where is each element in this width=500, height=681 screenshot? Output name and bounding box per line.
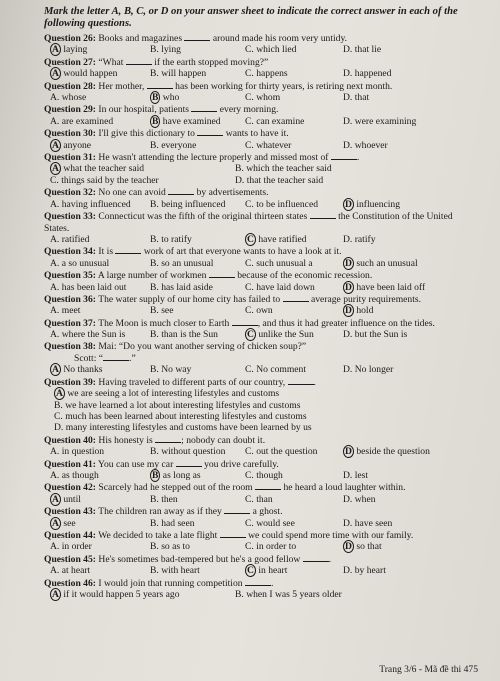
answer-option[interactable]: B as long as bbox=[152, 470, 201, 482]
question-stem: Question 27: “What if the earth stopped moving?” bbox=[44, 56, 269, 68]
question-stem: Question 35: A large number of workmen because of the economic recession. bbox=[44, 270, 373, 282]
answer-blank bbox=[288, 376, 314, 385]
answer-blank bbox=[224, 505, 250, 514]
question-number: Question 31: bbox=[44, 152, 96, 164]
answer-blank bbox=[168, 186, 194, 195]
question-36 bbox=[44, 293, 480, 317]
question-27 bbox=[44, 56, 480, 80]
answer-option[interactable]: B. see bbox=[150, 305, 174, 317]
options-row bbox=[44, 282, 480, 293]
answer-option[interactable]: C. though bbox=[245, 470, 283, 482]
circled-answer-mark: D bbox=[345, 257, 352, 269]
answer-option[interactable]: D. that lie bbox=[343, 44, 382, 56]
answer-option[interactable]: B have examined bbox=[152, 115, 221, 127]
answer-option[interactable]: D. but the Sun is bbox=[343, 329, 408, 341]
question-stem: Question 42: Scarcely had he stepped out of the room he heard a loud laughter within. bbox=[44, 482, 406, 494]
answer-option[interactable]: B. No way bbox=[150, 364, 192, 376]
page-footer: Trang 3/6 - Mã đề thi 475 bbox=[379, 664, 478, 675]
question-28 bbox=[44, 80, 480, 104]
question-stem: Question 40: His honesty is ; nobody can doubt it. bbox=[44, 434, 266, 446]
answer-option[interactable]: D hold bbox=[345, 305, 374, 317]
question-stem: Question 46: I would join that running competition . bbox=[44, 577, 274, 589]
options-row bbox=[44, 305, 480, 316]
circled-answer-mark: A bbox=[56, 388, 63, 400]
question-40 bbox=[44, 434, 480, 458]
answer-option[interactable]: D such an unusual bbox=[345, 257, 418, 269]
question-number: Question 29: bbox=[44, 104, 96, 116]
answer-option[interactable]: A. at heart bbox=[50, 565, 91, 577]
answer-option[interactable]: B. which the teacher said bbox=[235, 163, 332, 175]
answer-option[interactable]: D influencing bbox=[345, 198, 401, 210]
answer-option[interactable]: A. in question bbox=[50, 446, 105, 458]
answer-option[interactable]: A would happen bbox=[52, 68, 118, 80]
question-stem: Question 39: Having traveled to different parts of our country, . bbox=[44, 376, 316, 388]
answer-option[interactable]: D. that bbox=[343, 92, 370, 104]
question-stem: Question 34: It is work of art that everyone wants to have a look at it. bbox=[44, 246, 342, 258]
answer-option[interactable]: D. ratify bbox=[343, 233, 376, 245]
question-number: Question 43: bbox=[44, 506, 96, 518]
question-list bbox=[44, 32, 480, 601]
options-row bbox=[44, 518, 480, 529]
answer-option[interactable]: D. whoever bbox=[343, 139, 388, 151]
options-row bbox=[44, 411, 480, 422]
answer-option[interactable]: C. than bbox=[245, 493, 273, 505]
answer-option[interactable]: A anyone bbox=[52, 139, 92, 151]
answer-blank bbox=[220, 529, 246, 538]
options-row bbox=[44, 329, 480, 340]
circled-answer-mark: A bbox=[52, 139, 59, 151]
answer-blank bbox=[255, 481, 281, 490]
answer-option[interactable]: A. has been laid out bbox=[50, 281, 127, 293]
answer-option[interactable]: B. without question bbox=[150, 446, 226, 458]
answer-option[interactable]: B. when I was 5 years older bbox=[235, 589, 342, 601]
options-row bbox=[44, 234, 480, 245]
options-row bbox=[44, 175, 480, 186]
question-number: Question 40: bbox=[44, 434, 96, 446]
question-32 bbox=[44, 186, 480, 210]
answer-option[interactable]: A laying bbox=[52, 44, 88, 56]
options-row bbox=[44, 163, 480, 174]
answer-option[interactable]: A. where the Sun is bbox=[50, 329, 126, 341]
answer-blank bbox=[331, 151, 357, 160]
answer-option[interactable]: D. have seen bbox=[343, 517, 393, 529]
answer-option[interactable]: B. than is the Sun bbox=[150, 329, 218, 341]
circled-answer-mark: D bbox=[345, 446, 352, 458]
question-stem: Question 33: Connecticut was the fifth of the original thirteen states the Constitution of the United States. bbox=[44, 211, 453, 234]
question-stem: Question 28: Her mother, has been working for thirty years, is retiring next month. bbox=[44, 80, 393, 92]
question-number: Question 37: bbox=[44, 317, 96, 329]
instructions: Mark the letter A, B, C, or D on your answer sheet to indicate the correct answer in each of the following questions. bbox=[44, 6, 458, 29]
answer-option[interactable]: C. whatever bbox=[245, 139, 292, 151]
answer-option[interactable]: B. being influenced bbox=[150, 198, 226, 210]
answer-blank bbox=[126, 56, 152, 65]
answer-option[interactable]: C. things said by the teacher bbox=[50, 174, 159, 186]
answer-option[interactable]: D. No longer bbox=[343, 364, 394, 376]
answer-option[interactable]: C. in order to bbox=[245, 541, 297, 553]
circled-answer-mark: C bbox=[247, 329, 254, 341]
answer-option[interactable]: B who bbox=[152, 92, 180, 104]
answer-option[interactable]: B. with heart bbox=[150, 565, 200, 577]
answer-option[interactable]: A. are examined bbox=[50, 115, 114, 127]
question-stem: Question 45: He's sometimes bad-tempered but he's a good fellow . bbox=[44, 553, 332, 565]
answer-option[interactable]: B. we have learned a lot about interesting lifestyles and customs bbox=[54, 399, 301, 411]
question-stem: Question 26: Books and magazines around made his room very untidy. bbox=[44, 33, 348, 44]
answer-option[interactable]: B. then bbox=[150, 493, 178, 505]
options-row bbox=[44, 388, 480, 399]
answer-option[interactable]: B. everyone bbox=[150, 139, 197, 151]
question-stem: Question 31: He wasn't attending the lecture properly and missed most of . bbox=[44, 152, 360, 164]
options-row bbox=[44, 258, 480, 269]
answer-option[interactable]: D. by heart bbox=[343, 565, 386, 577]
options-row bbox=[44, 199, 480, 210]
question-stem: Question 32: No one can avoid by advertisements. bbox=[44, 187, 269, 199]
answer-option[interactable]: A. in order bbox=[50, 541, 92, 553]
answer-blank bbox=[209, 269, 235, 278]
answer-blank bbox=[232, 317, 258, 326]
answer-option[interactable]: C. whom bbox=[245, 92, 281, 104]
options-row bbox=[44, 446, 480, 457]
answer-option[interactable]: C. happens bbox=[245, 68, 288, 80]
answer-option[interactable]: A if it would happen 5 years ago bbox=[52, 589, 180, 601]
answer-option[interactable]: A. meet bbox=[50, 305, 81, 317]
answer-blank bbox=[191, 103, 217, 112]
answer-blank bbox=[155, 434, 181, 443]
question-number: Question 38: bbox=[44, 340, 96, 352]
question-38 bbox=[44, 341, 480, 376]
answer-option[interactable]: B. has laid aside bbox=[150, 281, 213, 293]
answer-option[interactable]: A. ratified bbox=[50, 233, 90, 245]
question-41 bbox=[44, 458, 480, 482]
question-35 bbox=[44, 269, 480, 293]
answer-option[interactable]: C. much has been learned about interesting lifestyles and customs bbox=[54, 411, 307, 422]
answer-option[interactable]: B. so as to bbox=[150, 541, 190, 553]
answer-blank bbox=[283, 293, 309, 302]
answer-blank bbox=[103, 352, 129, 361]
answer-option[interactable]: A we are seeing a lot of interesting lifestyles and customs bbox=[56, 388, 280, 400]
question-45 bbox=[44, 553, 480, 577]
circled-answer-mark: A bbox=[52, 68, 59, 80]
question-37 bbox=[44, 317, 480, 341]
circled-answer-mark: A bbox=[52, 44, 59, 56]
answer-option[interactable]: D. many interesting lifestyles and customs have been learned by us bbox=[54, 422, 312, 434]
answer-option[interactable]: A until bbox=[52, 493, 81, 505]
question-number: Question 46: bbox=[44, 577, 96, 589]
circled-answer-mark: A bbox=[52, 163, 59, 175]
options-row bbox=[44, 364, 480, 375]
answer-blank bbox=[245, 577, 271, 586]
question-number: Question 33: bbox=[44, 211, 96, 223]
options-row bbox=[44, 140, 480, 151]
answer-blank bbox=[147, 80, 173, 89]
question-number: Question 45: bbox=[44, 553, 96, 565]
question-29 bbox=[44, 103, 480, 127]
options-row bbox=[44, 422, 480, 433]
answer-option[interactable]: D have been laid off bbox=[345, 281, 426, 293]
options-row bbox=[44, 470, 480, 481]
circled-answer-mark: C bbox=[247, 233, 254, 245]
answer-option[interactable]: C. to be influenced bbox=[245, 198, 318, 210]
circled-answer-mark: B bbox=[152, 92, 159, 104]
question-46 bbox=[44, 577, 480, 601]
question-number: Question 26: bbox=[44, 33, 96, 44]
answer-option[interactable]: C have ratified bbox=[247, 233, 307, 245]
question-number: Question 36: bbox=[44, 293, 96, 305]
circled-answer-mark: B bbox=[152, 115, 159, 127]
options-row bbox=[44, 400, 480, 411]
question-number: Question 35: bbox=[44, 270, 96, 282]
answer-option[interactable]: C. would see bbox=[245, 517, 295, 529]
answer-option[interactable]: B. had seen bbox=[150, 517, 195, 529]
question-31 bbox=[44, 151, 480, 186]
circled-answer-mark: D bbox=[345, 198, 352, 210]
answer-option[interactable]: C. can examine bbox=[245, 115, 305, 127]
question-stem: Question 36: The water supply of our home city has failed to average purity requirements. bbox=[44, 293, 422, 305]
question-44 bbox=[44, 529, 480, 553]
question-number: Question 27: bbox=[44, 56, 96, 68]
answer-option[interactable]: D. lest bbox=[343, 470, 369, 482]
answer-blank bbox=[197, 127, 223, 136]
answer-option[interactable]: C in heart bbox=[247, 565, 288, 577]
question-stem: Question 30: I'll give this dictionary to wants to have it. bbox=[44, 128, 289, 140]
circled-answer-mark: D bbox=[345, 541, 352, 553]
answer-option[interactable]: D so that bbox=[345, 541, 382, 553]
answer-option[interactable]: D. happened bbox=[343, 68, 392, 80]
question-number: Question 41: bbox=[44, 458, 96, 470]
question-number: Question 34: bbox=[44, 246, 96, 258]
options-row bbox=[44, 565, 480, 576]
answer-option[interactable]: A. having influenced bbox=[50, 198, 131, 210]
options-row bbox=[44, 494, 480, 505]
options-row bbox=[44, 116, 480, 127]
answer-option[interactable]: B. so an unusual bbox=[150, 257, 214, 269]
question-number: Question 42: bbox=[44, 482, 96, 494]
options-row bbox=[44, 92, 480, 103]
question-26 bbox=[44, 32, 480, 56]
answer-option[interactable]: D. that the teacher said bbox=[235, 174, 324, 186]
answer-blank bbox=[310, 210, 336, 219]
answer-option[interactable]: A. whose bbox=[50, 92, 87, 104]
circled-answer-mark: C bbox=[247, 565, 254, 577]
question-stem: Question 44: We decided to take a late flight we could spend more time with our family. bbox=[44, 530, 414, 542]
question-number: Question 28: bbox=[44, 80, 96, 92]
question-stem: Question 37: The Moon is much closer to Earth , and thus it had greater influence on the tides. bbox=[44, 317, 435, 329]
options-row bbox=[44, 589, 480, 600]
question-stem: Question 43: The children ran away as if they a ghost. bbox=[44, 506, 283, 518]
circled-answer-mark: A bbox=[52, 364, 59, 376]
circled-answer-mark: A bbox=[52, 517, 59, 529]
circled-answer-mark: A bbox=[52, 589, 59, 601]
answer-option[interactable]: A what the teacher said bbox=[52, 163, 145, 175]
question-number: Question 32: bbox=[44, 187, 96, 199]
answer-option[interactable]: B. to ratify bbox=[150, 233, 192, 245]
options-row bbox=[44, 44, 480, 55]
answer-blank bbox=[184, 32, 210, 41]
circled-answer-mark: D bbox=[345, 281, 352, 293]
answer-option[interactable]: D. were examining bbox=[343, 115, 417, 127]
answer-option[interactable]: C. No comment bbox=[245, 364, 307, 376]
answer-option[interactable]: B. will happen bbox=[150, 68, 207, 80]
answer-option[interactable]: A. a so unusual bbox=[50, 257, 110, 269]
answer-option[interactable]: C unlike the Sun bbox=[247, 329, 314, 341]
answer-option[interactable]: C. have laid down bbox=[245, 281, 315, 293]
answer-option[interactable]: A. as though bbox=[50, 470, 99, 482]
question-stem: Question 41: You can use my car you drive carefully. bbox=[44, 458, 279, 470]
answer-blank bbox=[176, 458, 202, 467]
answer-blank bbox=[115, 245, 141, 254]
question-number: Question 39: bbox=[44, 376, 96, 388]
answer-option[interactable]: D beside the question bbox=[345, 446, 430, 458]
question-43 bbox=[44, 505, 480, 529]
answer-option[interactable]: A see bbox=[52, 517, 76, 529]
question-34 bbox=[44, 245, 480, 269]
answer-option[interactable]: A No thanks bbox=[52, 364, 103, 376]
options-row bbox=[44, 541, 480, 552]
question-number: Question 30: bbox=[44, 128, 96, 140]
circled-answer-mark: D bbox=[345, 305, 352, 317]
circled-answer-mark: B bbox=[152, 470, 159, 482]
question-42 bbox=[44, 481, 480, 505]
circled-answer-mark: A bbox=[52, 493, 59, 505]
question-stem: Question 29: In our hospital, patients every morning. bbox=[44, 104, 279, 116]
answer-option[interactable]: C. own bbox=[245, 305, 273, 317]
answer-option[interactable]: C. such unusual a bbox=[245, 257, 313, 269]
options-row bbox=[44, 68, 480, 79]
reply-line: Scott: “ .” bbox=[74, 352, 136, 364]
question-33 bbox=[44, 210, 480, 245]
answer-blank bbox=[303, 553, 329, 562]
question-39 bbox=[44, 376, 480, 434]
question-stem: Question 38: Mai: “Do you want another serving of chicken soup?” bbox=[44, 340, 307, 352]
answer-option[interactable]: C. out the question bbox=[245, 446, 318, 458]
question-30 bbox=[44, 127, 480, 151]
answer-option[interactable]: B. lying bbox=[150, 44, 181, 56]
answer-option[interactable]: C. which lied bbox=[245, 44, 297, 56]
answer-option[interactable]: D. when bbox=[343, 493, 376, 505]
question-number: Question 44: bbox=[44, 530, 96, 542]
